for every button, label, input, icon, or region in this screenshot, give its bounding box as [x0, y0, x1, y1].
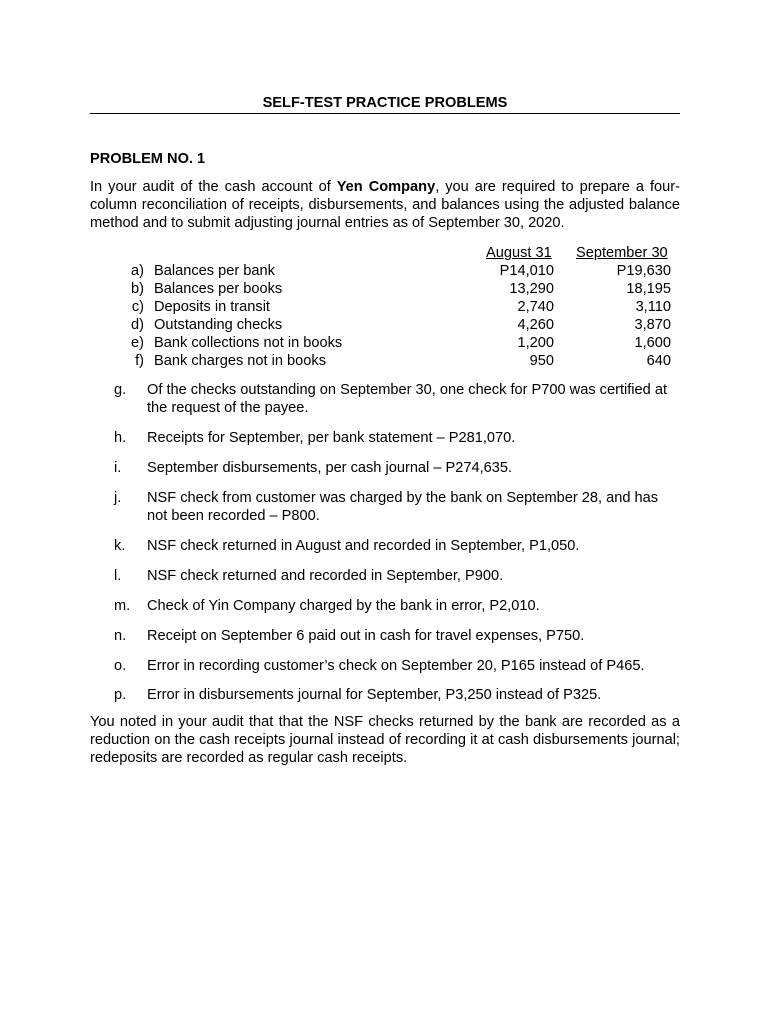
- intro-text-before: In your audit of the cash account of: [90, 179, 337, 195]
- row-september-value: 1,600: [634, 335, 671, 351]
- table-row: [90, 352, 680, 370]
- table-row: [90, 316, 680, 334]
- item-label: j.: [114, 490, 122, 506]
- document-title: SELF-TEST PRACTICE PROBLEMS: [262, 95, 508, 111]
- row-letter: e): [131, 335, 144, 351]
- item-text: NSF check returned in August and recorded in September, P1,050.: [147, 538, 580, 554]
- row-august-value: 13,290: [509, 281, 554, 297]
- row-august-value: 950: [529, 353, 554, 369]
- table-row: [90, 298, 680, 316]
- row-description: Deposits in transit: [154, 299, 270, 315]
- row-august-value: P14,010: [499, 263, 554, 279]
- table-row: [90, 334, 680, 352]
- item-label: l.: [114, 568, 122, 584]
- row-description: Bank collections not in books: [154, 335, 343, 351]
- column-header-september: September 30: [576, 245, 668, 261]
- item-text: Error in disbursements journal for September, P3,250 instead of P325.: [147, 687, 602, 703]
- row-letter: c): [131, 299, 144, 315]
- item-text: Of the checks outstanding on September 30, one check for P700 was certified at the request of the payee.: [147, 382, 668, 416]
- row-august-value: 1,200: [517, 335, 554, 351]
- row-description: Balances per books: [154, 281, 283, 297]
- row-september-value: 18,195: [626, 281, 671, 297]
- row-september-value: 3,870: [634, 317, 671, 333]
- item-text: Error in recording customer’s check on September 20, P165 instead of P465.: [147, 658, 645, 674]
- item-label: g.: [114, 382, 127, 398]
- item-text: NSF check returned and recorded in September, P900.: [147, 568, 504, 584]
- row-letter: b): [131, 281, 144, 297]
- title-underline: [90, 113, 680, 114]
- table-row: [90, 280, 680, 298]
- item-text: Receipts for September, per bank statement – P281,070.: [147, 430, 516, 446]
- item-text: Check of Yin Company charged by the bank in error, P2,010.: [147, 598, 540, 614]
- item-label: o.: [114, 658, 127, 674]
- column-header-august: August 31: [486, 245, 552, 261]
- item-text: Receipt on September 6 paid out in cash for travel expenses, P750.: [147, 628, 585, 644]
- closing-paragraph: You noted in your audit that that the NSF checks returned by the bank are recorded as a reduction on the cash receipts journal instead of recording it at cash disbursements journal; redeposits are recorded as regular cash receipts.: [90, 714, 680, 766]
- intro-paragraph: [90, 178, 680, 232]
- item-label: k.: [114, 538, 126, 554]
- row-letter: d): [131, 317, 144, 333]
- item-label: i.: [114, 460, 122, 476]
- table-row: [90, 262, 680, 280]
- problem-heading: PROBLEM NO. 1: [90, 151, 206, 167]
- row-august-value: 4,260: [517, 317, 554, 333]
- row-september-value: 640: [646, 353, 671, 369]
- item-label: n.: [114, 628, 127, 644]
- row-august-value: 2,740: [517, 299, 554, 315]
- intro-text-after: , you are required to prepare a four-column reconciliation of receipts, disbursements, and balances using the adjusted balance method and to submit adjusting journal entries as of September 30, 2020.: [90, 179, 680, 231]
- item-text: September disbursements, per cash journal – P274,635.: [147, 460, 513, 476]
- company-name: Yen Company: [336, 179, 436, 195]
- row-description: Balances per bank: [154, 263, 275, 279]
- item-label: h.: [114, 430, 127, 446]
- row-description: Bank charges not in books: [154, 353, 326, 369]
- item-text: NSF check from customer was charged by the bank on September 28, and has not been recorded – P800.: [147, 490, 659, 524]
- item-label: p.: [114, 687, 127, 703]
- row-september-value: P19,630: [616, 263, 671, 279]
- row-description: Outstanding checks: [154, 317, 283, 333]
- row-letter: a): [131, 263, 144, 279]
- item-label: m.: [114, 598, 131, 614]
- row-september-value: 3,110: [635, 299, 671, 315]
- row-letter: f): [135, 353, 144, 369]
